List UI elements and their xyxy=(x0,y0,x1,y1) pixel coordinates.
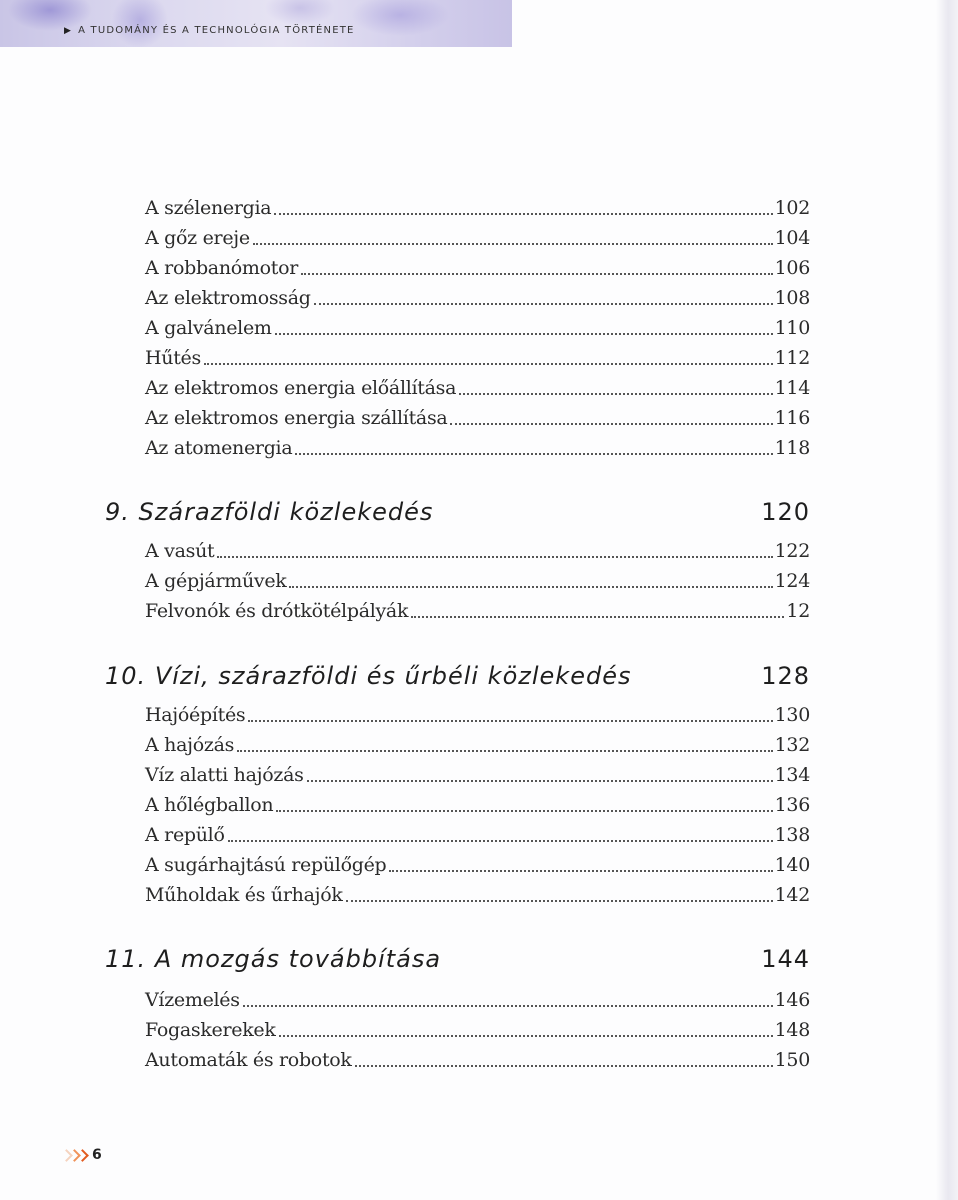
dot-leader xyxy=(275,333,773,335)
toc-entry[interactable] xyxy=(145,986,810,1014)
running-header xyxy=(64,25,355,36)
dot-leader xyxy=(307,780,773,782)
toc-entry[interactable] xyxy=(145,224,810,252)
entry-page: 130 xyxy=(774,704,810,726)
page-number: 6 xyxy=(92,1147,102,1163)
chapter-number: 11. xyxy=(105,945,147,973)
entry-page: 106 xyxy=(774,257,810,279)
toc-entry[interactable] xyxy=(145,254,810,282)
play-triangle-icon: ▶ xyxy=(64,25,73,36)
entry-title: Az elektromosság xyxy=(145,287,311,309)
chapter-label xyxy=(105,945,441,973)
toc-entry[interactable] xyxy=(145,344,810,372)
entry-title: Automaták és robotok xyxy=(145,1049,352,1071)
entry-page: 132 xyxy=(774,734,810,756)
running-title: A TUDOMÁNY ÉS A TECHNOLÓGIA TÖRTÉNETE xyxy=(78,25,355,36)
entry-page: 148 xyxy=(774,1019,810,1041)
dot-leader xyxy=(459,393,773,395)
dot-leader xyxy=(217,556,772,558)
entry-page: 122 xyxy=(774,540,810,562)
entry-title: Műholdak és űrhajók xyxy=(145,884,343,906)
entry-page: 118 xyxy=(774,437,810,459)
entry-title: A repülő xyxy=(145,824,225,846)
page-edge-shadow xyxy=(936,0,958,1200)
chevrons-icon xyxy=(62,1151,86,1160)
chapter-number: 10. xyxy=(105,662,147,690)
dot-leader xyxy=(355,1065,773,1067)
entry-title: A hőlégballon xyxy=(145,794,274,816)
chapter-number: 9. xyxy=(105,498,130,526)
entry-page: 112 xyxy=(774,347,810,369)
entry-title: Felvonók és drótkötélpályák xyxy=(145,600,409,622)
entry-title: A gépjárművek xyxy=(145,570,287,592)
dot-leader xyxy=(253,243,773,245)
dot-leader xyxy=(276,810,772,812)
dot-leader xyxy=(295,453,772,455)
toc-entry[interactable] xyxy=(145,284,810,312)
entry-page: 104 xyxy=(774,227,810,249)
toc-entry[interactable] xyxy=(145,791,810,819)
entry-title: A hajózás xyxy=(145,734,235,756)
chapter-heading[interactable] xyxy=(105,490,810,526)
dot-leader xyxy=(228,840,773,842)
header-banner xyxy=(0,0,512,47)
entry-title: Fogaskerekek xyxy=(145,1019,276,1041)
chapter-page: 144 xyxy=(761,945,810,973)
toc-entry[interactable] xyxy=(145,537,810,565)
entry-title: Hűtés xyxy=(145,347,201,369)
entry-page: 12 xyxy=(786,600,810,622)
chapter-heading[interactable] xyxy=(105,654,810,690)
toc-entry[interactable] xyxy=(145,567,810,595)
entry-title: Az elektromos energia szállítása xyxy=(145,407,448,429)
toc-entry[interactable] xyxy=(145,597,810,625)
entry-title: Víz alatti hajózás xyxy=(145,764,304,786)
entry-page: 134 xyxy=(774,764,810,786)
entry-title: A gőz ereje xyxy=(145,227,250,249)
entry-title: A sugárhajtású repülőgép xyxy=(145,854,387,876)
dot-leader xyxy=(204,363,773,365)
toc-entry[interactable] xyxy=(145,701,810,729)
entry-title: A robbanómotor xyxy=(145,257,299,279)
entry-page: 110 xyxy=(774,317,810,339)
entry-page: 116 xyxy=(774,407,810,429)
page-footer xyxy=(62,1147,102,1163)
toc-entry[interactable] xyxy=(145,851,810,879)
entry-title: A szélenergia xyxy=(145,197,272,219)
dot-leader xyxy=(274,213,772,215)
toc-entry[interactable] xyxy=(145,881,810,909)
chapter-heading[interactable] xyxy=(105,937,810,973)
chapter-title: Szárazföldi közlekedés xyxy=(138,498,434,526)
toc-entry[interactable] xyxy=(145,314,810,342)
toc-entry[interactable] xyxy=(145,404,810,432)
dot-leader xyxy=(389,870,772,872)
toc-entry[interactable] xyxy=(145,761,810,789)
dot-leader xyxy=(243,1005,773,1007)
entry-title: Az atomenergia xyxy=(145,437,293,459)
toc-entry[interactable] xyxy=(145,1046,810,1074)
dot-leader xyxy=(450,423,772,425)
entry-page: 142 xyxy=(774,884,810,906)
chapter-title: Vízi, szárazföldi és űrbéli közlekedés xyxy=(154,662,632,690)
dot-leader xyxy=(289,586,772,588)
dot-leader xyxy=(279,1035,773,1037)
chapter-page: 128 xyxy=(761,662,810,690)
entry-page: 108 xyxy=(774,287,810,309)
toc-entry[interactable] xyxy=(145,821,810,849)
entry-title: A galvánelem xyxy=(145,317,272,339)
toc-entry[interactable] xyxy=(145,194,810,222)
entry-page: 114 xyxy=(774,377,810,399)
dot-leader xyxy=(314,303,773,305)
entry-title: Az elektromos energia előállítása xyxy=(145,377,457,399)
chapter-page: 120 xyxy=(761,498,810,526)
entry-page: 140 xyxy=(774,854,810,876)
dot-leader xyxy=(237,750,773,752)
toc-entry[interactable] xyxy=(145,731,810,759)
dot-leader xyxy=(346,900,773,902)
toc-entry[interactable] xyxy=(145,374,810,402)
chapter-label xyxy=(105,662,631,690)
entry-title: Hajóépítés xyxy=(145,704,246,726)
entry-title: Vízemelés xyxy=(145,989,240,1011)
dot-leader xyxy=(248,720,772,722)
chapter-title: A mozgás továbbítása xyxy=(154,945,442,973)
toc-entry[interactable] xyxy=(145,1016,810,1044)
entry-page: 146 xyxy=(774,989,810,1011)
dot-leader xyxy=(301,273,773,275)
entry-page: 124 xyxy=(774,570,810,592)
chapter-label xyxy=(105,498,433,526)
entry-page: 136 xyxy=(774,794,810,816)
entry-page: 102 xyxy=(774,197,810,219)
entry-page: 138 xyxy=(774,824,810,846)
toc-entry[interactable] xyxy=(145,434,810,462)
entry-title: A vasút xyxy=(145,540,215,562)
entry-page: 150 xyxy=(774,1049,810,1071)
dot-leader xyxy=(411,616,784,618)
